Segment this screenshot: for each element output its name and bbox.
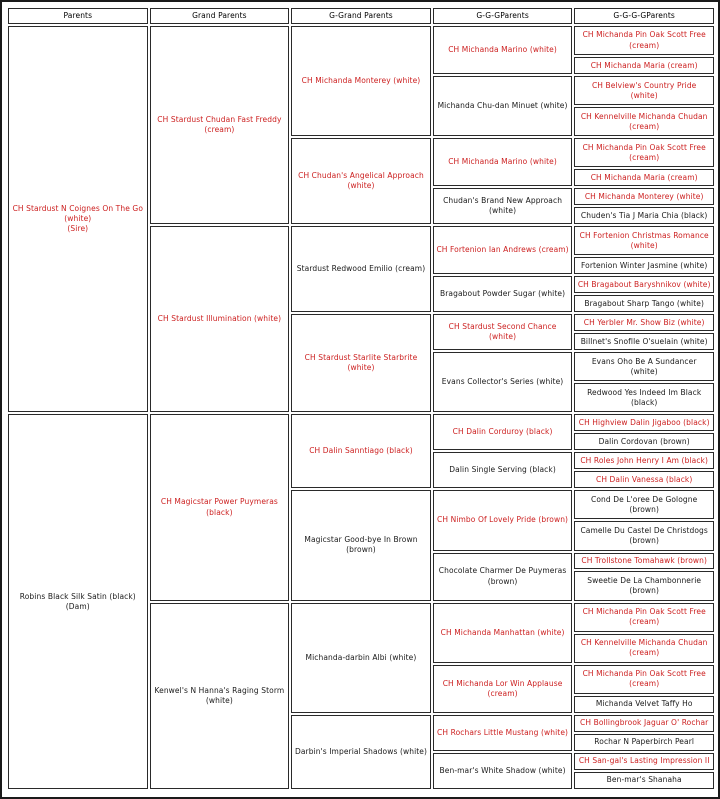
g-g-g-gparent-cell — [574, 715, 714, 732]
dog-name: Chudan's Brand New Approach (white) — [443, 196, 563, 216]
dog-name: CH Michanda Monterey (white) — [301, 76, 421, 86]
header-g-grand-parents: G-Grand Parents — [291, 8, 431, 24]
g-g-g-gparent-cell — [574, 188, 714, 205]
g-g-gparent-cell — [433, 490, 573, 550]
g-grandparent-cell — [291, 314, 431, 412]
dog-role: (Dam) — [65, 601, 90, 611]
g-grandparent-cell — [291, 26, 431, 136]
dog-name: CH Trollstone Tomahawk (brown) — [581, 555, 707, 565]
g-g-gparent-cell — [433, 452, 573, 488]
g-g-g-gparent-cell — [574, 107, 714, 136]
dog-name: CH Michanda Pin Oak Scott Free (cream) — [582, 30, 706, 50]
dog-name: Ben-mar's White Shadow (white) — [439, 765, 566, 775]
grandparent-cell — [150, 414, 290, 600]
g-g-g-gparent-cell — [574, 414, 714, 431]
header-g-g-gparents: G-G-GParents — [433, 8, 573, 24]
g-grandparent-cell — [291, 226, 431, 312]
dog-name: CH Bragabout Baryshnikov (white) — [577, 279, 711, 289]
dog-name: CH Kennelville Michanda Chudan (cream) — [580, 638, 708, 658]
g-g-g-gparent-cell — [574, 521, 714, 550]
dog-name: CH Stardust Starlite Starbrite (white) — [304, 353, 418, 373]
dog-name: CH Stardust Second Chance (white) — [448, 322, 557, 342]
dog-name: CH Bollingbrook Jaguar O' Rochar — [580, 718, 709, 728]
grandparent-cell — [150, 603, 290, 789]
dog-name: CH Michanda Pin Oak Scott Free (cream) — [582, 142, 706, 162]
g-g-g-gparent-cell — [574, 207, 714, 224]
g-grandparent-cell — [291, 490, 431, 600]
dog-name: CH Michanda Lor Win Applause (cream) — [442, 678, 563, 698]
g-g-g-gparent-cell — [574, 352, 714, 381]
dog-name: CH Stardust Illumination (white) — [157, 314, 282, 324]
dog-name: Bragabout Sharp Tango (white) — [584, 298, 705, 308]
dog-name: Sweetie De La Chambonnerie (brown) — [587, 575, 702, 596]
pedigree-row — [8, 26, 714, 55]
dog-name: Chocolate Charmer De Puymeras (brown) — [438, 566, 567, 586]
g-g-g-gparent-cell — [574, 772, 714, 789]
dog-name: Rochar N Paperbirch Pearl — [594, 737, 695, 747]
dog-name: Dalin Single Serving (black) — [449, 465, 556, 475]
dog-name: CH Michanda Maria (cream) — [590, 172, 698, 182]
g-g-g-gparent-cell — [574, 665, 714, 694]
g-g-g-gparent-cell — [574, 571, 714, 600]
dog-name: CH Stardust Chudan Fast Freddy (cream) — [157, 115, 282, 135]
dog-name: Kenwel's N Hanna's Raging Storm (white) — [154, 685, 285, 705]
g-g-g-gparent-cell — [574, 433, 714, 450]
g-g-gparent-cell — [433, 26, 573, 74]
dog-name: Michanda-darbin Albi (white) — [305, 652, 417, 662]
header-grand-parents: Grand Parents — [150, 8, 290, 24]
dog-name: Fortenion Winter Jasmine (white) — [580, 260, 708, 270]
dog-name: CH Chudan's Angelical Approach (white) — [298, 171, 424, 191]
header-row — [8, 8, 714, 24]
g-grandparent-cell — [291, 414, 431, 488]
dog-name: CH Yerbler Mr. Show Biz (white) — [583, 317, 705, 327]
dog-name: Evans Oho Be A Sundancer (white) — [591, 356, 697, 376]
dog-name: Bragabout Powder Sugar (white) — [440, 289, 566, 299]
dog-name: Chuden's Tia J Maria Chia (black) — [580, 210, 708, 220]
dog-name: CH Rochars Little Mustang (white) — [437, 727, 569, 737]
parent-cell — [8, 414, 148, 789]
grandparent-cell — [150, 226, 290, 412]
g-g-g-gparent-cell — [574, 57, 714, 74]
dog-name: CH Dalin Vanessa (black) — [595, 474, 693, 484]
g-g-gparent-cell — [433, 314, 573, 350]
g-grandparent-cell — [291, 138, 431, 224]
dog-name: Camelle Du Castel De Christdogs (brown) — [580, 525, 708, 545]
g-g-g-gparent-cell — [574, 314, 714, 331]
dog-name: CH Stardust N Coignes On The Go (white) — [12, 204, 144, 224]
dog-name: CH Michanda Maria (cream) — [590, 60, 698, 70]
dog-name: CH Fortenion Ian Andrews (cream) — [436, 245, 569, 255]
g-g-g-gparent-cell — [574, 452, 714, 469]
dog-name: CH Dalin Corduroy (black) — [452, 427, 553, 437]
dog-name: CH Michanda Pin Oak Scott Free (cream) — [582, 669, 706, 689]
g-g-g-gparent-cell — [574, 257, 714, 274]
dog-name: Darbin's Imperial Shadows (white) — [294, 746, 428, 756]
dog-name: CH Belview's Country Pride (white) — [591, 80, 697, 100]
g-g-g-gparent-cell — [574, 696, 714, 713]
g-g-g-gparent-cell — [574, 634, 714, 663]
g-g-g-gparent-cell — [574, 490, 714, 519]
g-g-g-gparent-cell — [574, 333, 714, 350]
parent-cell — [8, 26, 148, 412]
g-g-gparent-cell — [433, 188, 573, 224]
g-g-gparent-cell — [433, 553, 573, 601]
g-g-g-gparent-cell — [574, 226, 714, 255]
dog-name: CH Dalin Sanntiago (black) — [309, 446, 413, 456]
g-g-g-gparent-cell — [574, 26, 714, 55]
dog-name: CH Michanda Monterey (white) — [584, 191, 704, 201]
g-g-gparent-cell — [433, 76, 573, 136]
g-g-g-gparent-cell — [574, 138, 714, 167]
g-g-g-gparent-cell — [574, 383, 714, 412]
dog-name: CH San-gal's Lasting Impression II — [578, 756, 710, 766]
g-g-gparent-cell — [433, 753, 573, 789]
dog-name: Ben-mar's Shanaha — [606, 775, 682, 785]
g-g-g-gparent-cell — [574, 471, 714, 488]
g-g-gparent-cell — [433, 226, 573, 274]
pedigree-table — [6, 6, 716, 791]
dog-name: CH Roles John Henry I Am (black) — [580, 455, 709, 465]
g-grandparent-cell — [291, 715, 431, 789]
pedigree-row — [8, 414, 714, 431]
dog-name: CH Michanda Manhattan (white) — [440, 627, 565, 637]
dog-name: CH Magicstar Power Puymeras (black) — [160, 497, 278, 517]
g-g-gparent-cell — [433, 603, 573, 663]
dog-name: Cond De L'oree De Gologne (brown) — [591, 494, 698, 514]
g-g-gparent-cell — [433, 352, 573, 412]
g-g-gparent-cell — [433, 138, 573, 186]
dog-name: CH Michanda Pin Oak Scott Free (cream) — [582, 607, 706, 627]
dog-name: Billnet's Snoflle O'suelain (white) — [580, 336, 708, 346]
grandparent-cell — [150, 26, 290, 224]
g-grandparent-cell — [291, 603, 431, 713]
dog-name: Stardust Redwood Emilio (cream) — [296, 264, 426, 274]
g-g-g-gparent-cell — [574, 753, 714, 770]
g-g-g-gparent-cell — [574, 734, 714, 751]
dog-name: Magicstar Good-bye In Brown (brown) — [304, 535, 418, 555]
dog-name: CH Kennelville Michanda Chudan (cream) — [580, 111, 708, 131]
dog-name: CH Michanda Marino (white) — [448, 157, 557, 167]
g-g-gparent-cell — [433, 665, 573, 713]
g-g-gparent-cell — [433, 276, 573, 312]
header-g-g-g-gparents: G-G-G-GParents — [574, 8, 714, 24]
dog-name: Dalin Cordovan (brown) — [598, 436, 690, 446]
g-g-g-gparent-cell — [574, 276, 714, 293]
g-g-gparent-cell — [433, 414, 573, 450]
dog-name: CH Nimbo Of Lovely Pride (brown) — [437, 515, 569, 525]
dog-name: CH Fortenion Christmas Romance (white) — [579, 230, 709, 250]
header-parents: Parents — [8, 8, 148, 24]
dog-name: Redwood Yes Indeed Im Black (black) — [587, 387, 702, 407]
dog-name: CH Michanda Marino (white) — [448, 44, 557, 54]
g-g-g-gparent-cell — [574, 169, 714, 186]
g-g-g-gparent-cell — [574, 295, 714, 312]
dog-name: CH Highview Dalin Jigaboo (black) — [578, 417, 710, 427]
dog-name: Robins Black Silk Satin (black) — [19, 591, 136, 601]
dog-name: Michanda Chu-dan Minuet (white) — [437, 101, 568, 111]
g-g-g-gparent-cell — [574, 553, 714, 570]
g-g-g-gparent-cell — [574, 603, 714, 632]
dog-role: (Sire) — [67, 224, 89, 234]
dog-name: Michanda Velvet Taffy Ho — [595, 699, 693, 709]
g-g-g-gparent-cell — [574, 76, 714, 105]
dog-name: Evans Collector's Series (white) — [441, 377, 564, 387]
g-g-gparent-cell — [433, 715, 573, 751]
